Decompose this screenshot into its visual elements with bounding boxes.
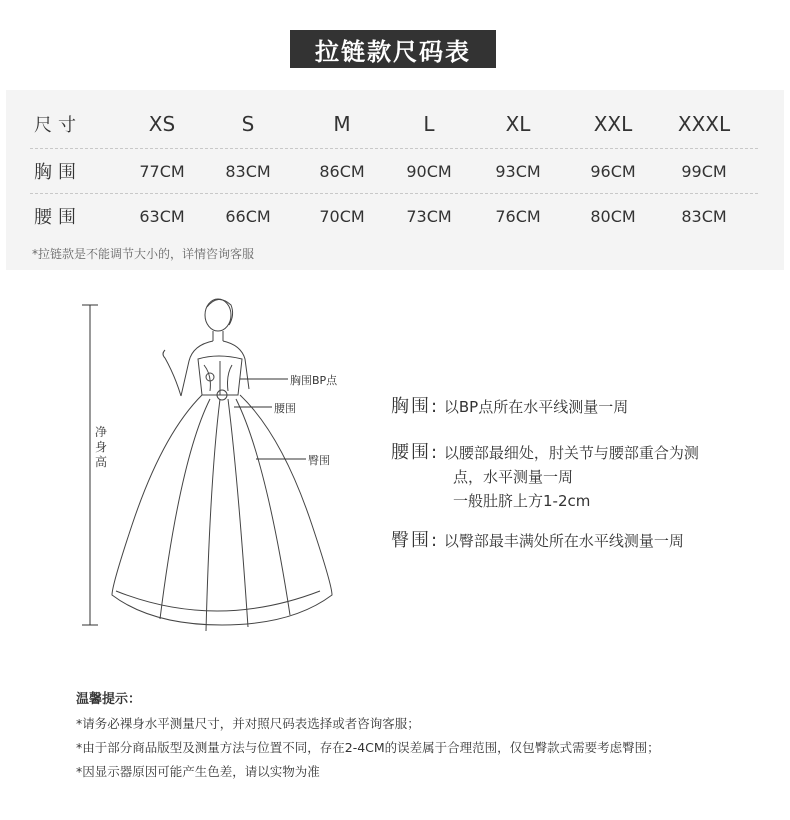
table-row (30, 193, 758, 238)
size-header: XXXL (677, 112, 731, 136)
table-row (30, 148, 758, 193)
measurement-text-continued: 一般肚脐上方1-2cm (453, 492, 591, 510)
figure-label-hip: 臀围 (308, 454, 330, 467)
measurement-waist (391, 441, 699, 510)
table-cell: 63CM (139, 206, 185, 226)
measurement-label: 胸围: (391, 396, 440, 417)
size-header: L (423, 112, 435, 136)
row-label-waist: 腰围 (34, 207, 82, 228)
size-header: XS (148, 112, 176, 136)
measurement-bust (391, 395, 628, 419)
measurement-hip (391, 529, 684, 553)
measurement-text: 以臀部最丰满处所在水平线测量一周 (443, 532, 684, 550)
table-cell: 96CM (590, 161, 636, 181)
table-cell: 70CM (319, 206, 365, 226)
table-cell: 80CM (590, 206, 636, 226)
dress-figure-outline (112, 299, 332, 631)
table-cell: 77CM (139, 161, 185, 181)
tip-line: *由于部分商品版型及测量方法与位置不同，存在2-4CM的误差属于合理范围，仅包臀款式需要考虑臀围； (76, 740, 660, 755)
size-header: M (333, 112, 351, 136)
measurement-label: 臀围: (391, 530, 440, 551)
size-header: S (241, 112, 255, 136)
header-label: 尺寸 (34, 115, 82, 136)
table-cell: 66CM (225, 206, 271, 226)
tip-line: *请务必裸身水平测量尺寸，并对照尺码表选择或者咨询客服； (76, 716, 420, 731)
measurement-text-continued: 点，水平测量一周 (453, 468, 574, 486)
table-cell: 86CM (319, 161, 365, 181)
table-cell: 76CM (495, 206, 541, 226)
tips-section (76, 688, 660, 784)
table-note: *拉链款是不能调节大小的，详情咨询客服 (32, 247, 255, 261)
table-cell: 93CM (495, 161, 541, 181)
table-cell: 83CM (225, 161, 271, 181)
size-header: XXL (593, 112, 633, 136)
measurement-label: 腰围: (391, 442, 440, 463)
size-chart-panel (6, 90, 784, 270)
size-header: XL (505, 112, 531, 136)
figure-label-bust: 胸围BP点 (290, 374, 338, 387)
measurement-text: 以BP点所在水平线测量一周 (443, 398, 629, 416)
table-cell: 73CM (406, 206, 452, 226)
page-title: 拉链款尺码表 (290, 30, 496, 68)
figure-label-waist: 腰围 (274, 402, 296, 415)
table-cell: 83CM (681, 206, 727, 226)
height-label: 净身高 (94, 425, 107, 469)
tips-title: 温馨提示： (76, 692, 142, 707)
table-cell: 99CM (681, 161, 727, 181)
table-header-row (30, 102, 758, 146)
dress-measurement-figure (70, 295, 370, 640)
measurement-text: 以腰部最细处，肘关节与腰部重合为测 (443, 444, 699, 462)
tip-line: *因显示器原因可能产生色差，请以实物为准 (76, 764, 320, 779)
row-label-bust: 胸围 (34, 162, 82, 183)
table-cell: 90CM (406, 161, 452, 181)
